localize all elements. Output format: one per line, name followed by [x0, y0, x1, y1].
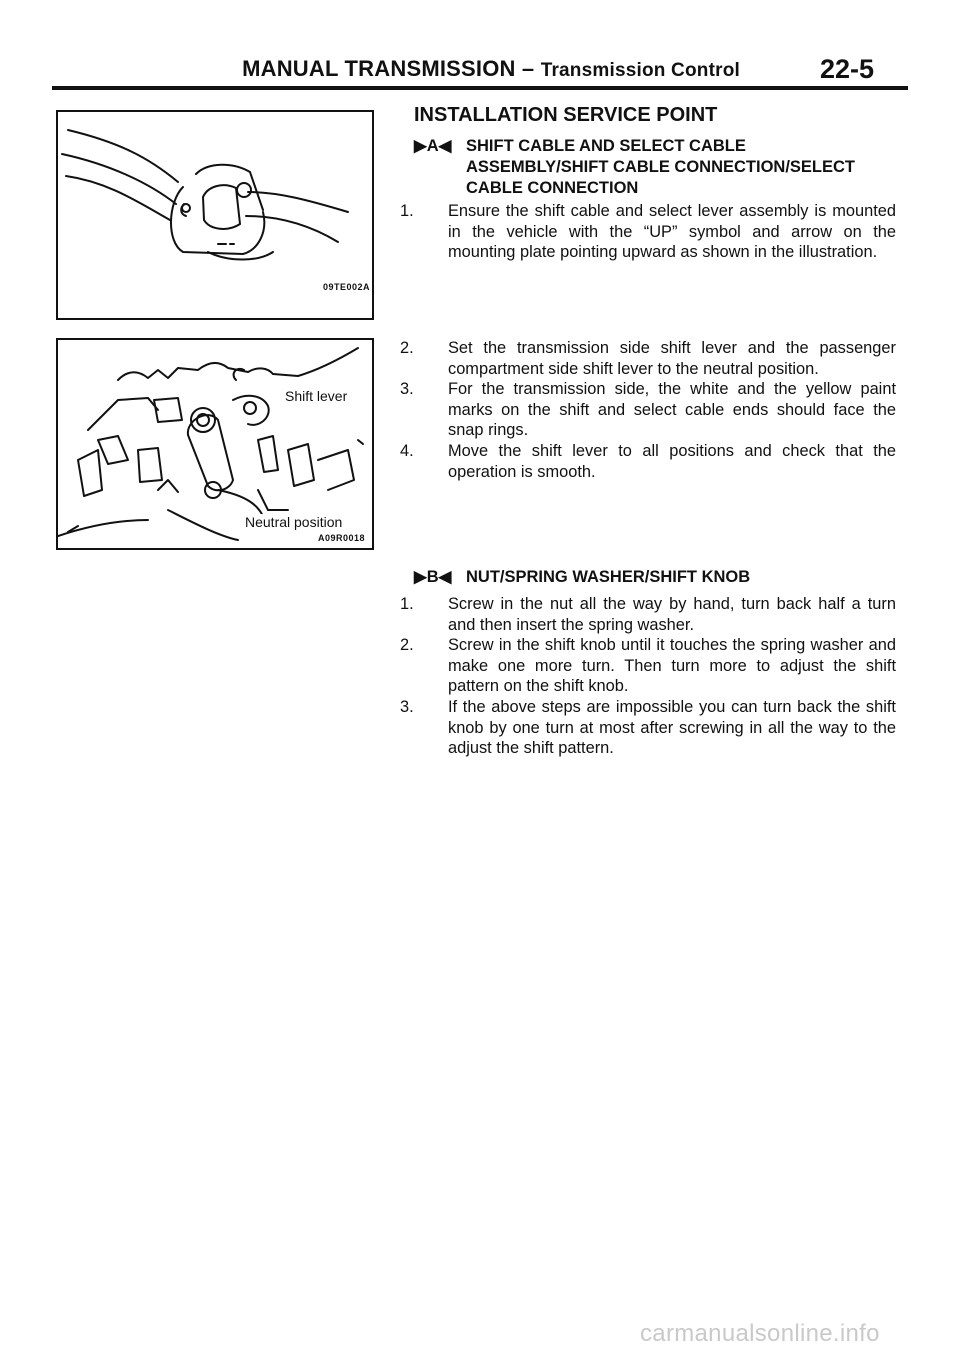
- header-rule: [52, 86, 908, 90]
- header-title-main: MANUAL TRANSMISSION: [242, 56, 516, 81]
- step-number: 3.: [400, 380, 414, 398]
- page-number: 22-5: [820, 54, 875, 84]
- section-heading: INSTALLATION SERVICE POINT: [414, 104, 718, 126]
- section-b-title: [414, 567, 906, 588]
- step-number: 1.: [400, 202, 414, 220]
- section-title-line: NUT/SPRING WASHER/SHIFT KNOB: [466, 568, 751, 586]
- step-number: 3.: [400, 698, 414, 716]
- header-title-sub: Transmission Control: [540, 60, 740, 81]
- section-marker-b: ▶B◀: [414, 568, 452, 586]
- step-number: 2.: [400, 339, 414, 357]
- section-title-line: CABLE CONNECTION: [466, 179, 639, 197]
- step-text: Screw in the shift knob until it touches the spring washer and make one more turn. Then turn more to adjust the shift pattern on the shift knob.: [448, 636, 896, 696]
- step-text: Set the transmission side shift lever and the passenger compartment side shift lever to the neutral position.: [448, 339, 896, 378]
- step-b-3: [400, 697, 896, 759]
- callout-shift-lever: Shift lever: [285, 388, 348, 404]
- step-b-2: [400, 635, 896, 697]
- step-number: 4.: [400, 442, 414, 460]
- watermark: carmanualsonline.info: [640, 1320, 880, 1347]
- figure-code: A09R0018: [318, 533, 366, 543]
- section-title-line: SHIFT CABLE AND SELECT CABLE: [466, 137, 746, 155]
- step-text: Screw in the nut all the way by hand, turn back half a turn and then insert the spring washer.: [448, 595, 896, 634]
- step-a-4: [400, 441, 896, 482]
- section-a-title: [414, 136, 906, 199]
- figure-shift-lever: [56, 338, 374, 550]
- figure-code: 09TE002A: [323, 282, 371, 292]
- step-a-2: [400, 338, 896, 379]
- step-text: If the above steps are impossible you can turn back the shift knob by one turn at most after screwing in all the way to the adjust the shift pattern.: [448, 698, 896, 758]
- section-marker-a: ▶A◀: [414, 137, 452, 155]
- section-title-line: ASSEMBLY/SHIFT CABLE CONNECTION/SELECT: [466, 158, 855, 176]
- figure-shift-cable-connection: [56, 110, 374, 320]
- step-a-1: [400, 201, 896, 263]
- step-text: Move the shift lever to all positions and check that the operation is smooth.: [448, 442, 896, 481]
- page-header-title: [0, 56, 740, 82]
- step-number: 2.: [400, 636, 414, 654]
- step-text: For the transmission side, the white and the yellow paint marks on the shift and select cable ends should face the snap rings.: [448, 380, 896, 440]
- step-b-1: [400, 594, 896, 635]
- header-title-separator: –: [515, 56, 541, 81]
- step-a-3: [400, 379, 896, 441]
- callout-neutral-position: Neutral position: [245, 514, 343, 530]
- step-text: Ensure the shift cable and select lever assembly is mounted in the vehicle with the “UP” symbol and arrow on the mounting plate pointing upward as shown in the illustration.: [448, 202, 896, 262]
- step-number: 1.: [400, 595, 414, 613]
